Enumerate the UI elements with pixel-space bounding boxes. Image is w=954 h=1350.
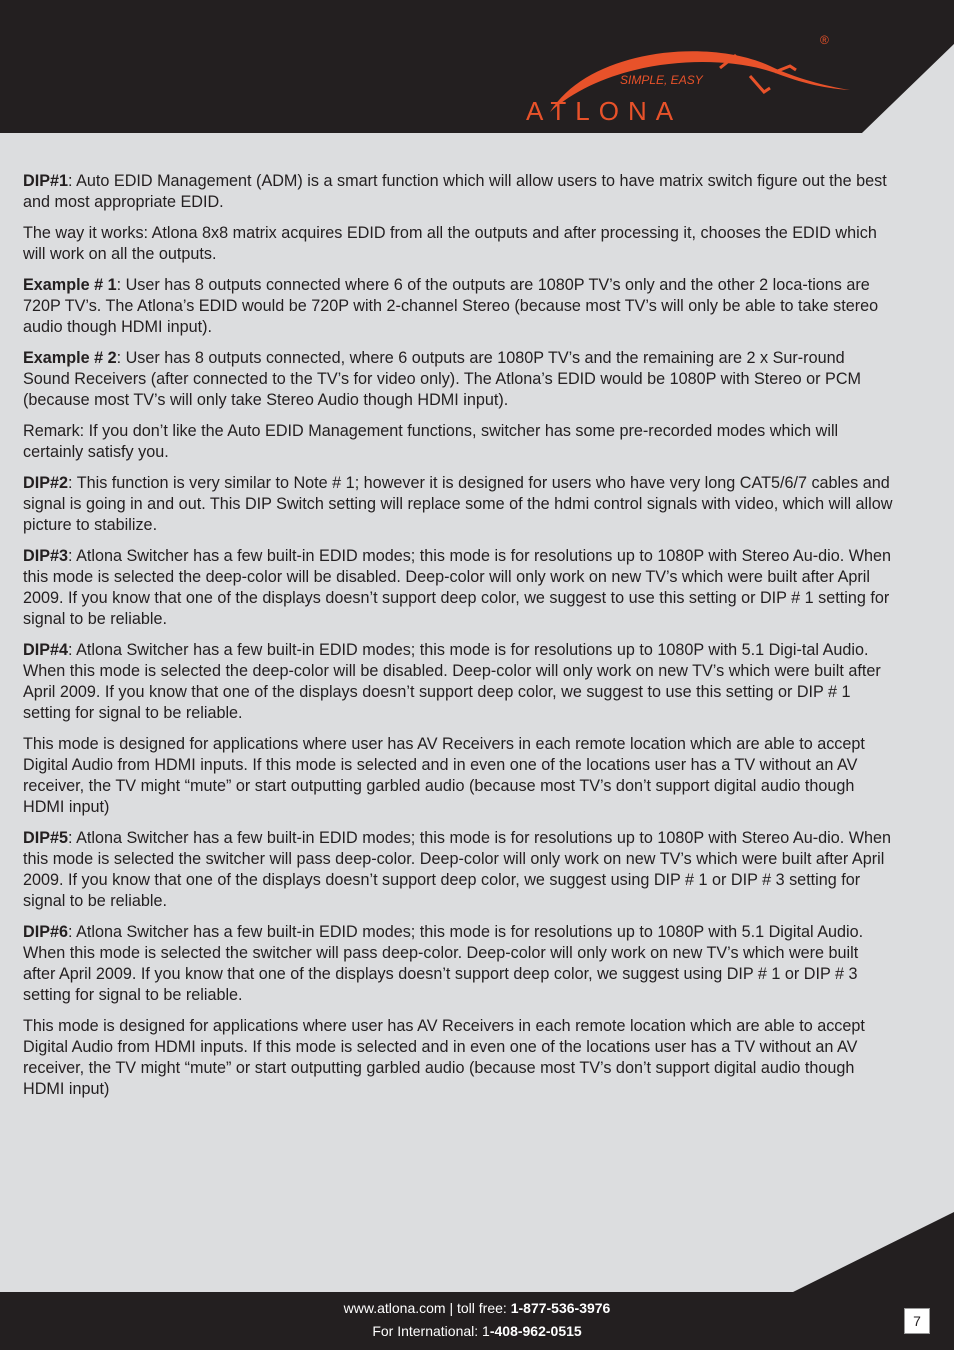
page-footer (0, 1293, 954, 1350)
international-number: -408-962-0515 (489, 1323, 582, 1339)
paragraph-label: Example # 2 (23, 349, 117, 367)
paragraph (23, 223, 893, 265)
paragraph-text: : This function is very similar to Note # 1; however it is designed for users who have very long CAT5/6/7 cables and signal is going in and out. This DIP Switch setting will replace some of the hdmi control signals with video, which will allow picture to stabilize. (23, 474, 893, 534)
paragraph (23, 734, 893, 818)
paragraph-text: : Atlona Switcher has a few built-in EDID modes; this mode is for resolutions up to 1080P with Stereo Au-dio. When this mode is selected the switcher will pass deep-color. Deep-color will only work on new TV’s which were built after April 2009. If you know that one of the displays doesn’t support deep color, we suggest using DIP # 1 or DIP # 3 setting for signal to be reliable. (23, 829, 891, 910)
logo-tagline: SIMPLE, EASY (620, 73, 703, 87)
paragraph-text: This mode is designed for applications where user has AV Receivers in each remote location which are able to accept Digital Audio from HDMI inputs. If this mode is selected and in even one of the locations user has a TV without an AV receiver, the TV might “mute” or start outputting garbled audio (because most TV’s don’t support digital audio though HDMI input) (23, 1017, 865, 1098)
international-label: For International: 1 (372, 1323, 490, 1339)
toll-free-number: 1-877-536-3976 (510, 1300, 611, 1316)
paragraph-label: DIP#3 (23, 547, 68, 565)
paragraph (23, 640, 893, 724)
paragraph-text: : Atlona Switcher has a few built-in EDID modes; this mode is for resolutions up to 1080P with 5.1 Digital Audio. When this mode is selected the switcher will pass deep-color. Deep-color will only work on new TV’s which were built after April 2009. If you know that one of the displays doesn’t support deep color, we suggest using DIP # 1 or DIP # 3 setting for signal to be reliable. (23, 923, 864, 1004)
paragraph-text: The way it works: Atlona 8x8 matrix acquires EDID from all the outputs and after processing it, chooses the EDID which will work on all the outputs. (23, 224, 877, 263)
page-number: 7 (904, 1308, 930, 1334)
paragraph-label: Example # 1 (23, 276, 117, 294)
paragraph (23, 922, 893, 1006)
paragraph-label: DIP#5 (23, 829, 68, 847)
main-content (23, 171, 893, 1110)
paragraph (23, 473, 893, 536)
paragraph-text: : Auto EDID Management (ADM) is a smart function which will allow users to have matrix switch figure out the best and most appropriate EDID. (23, 172, 887, 211)
paragraph (23, 275, 893, 338)
paragraph (23, 348, 893, 411)
paragraph (23, 171, 893, 213)
paragraph-text: This mode is designed for applications where user has AV Receivers in each remote location which are able to accept Digital Audio from HDMI inputs. If this mode is selected and in even one of the locations user has a TV without an AV receiver, the TV might “mute” or start outputting garbled audio (because most TV’s don’t support digital audio though HDMI input) (23, 735, 865, 816)
paragraph-text: Remark: If you don’t like the Auto EDID Management functions, switcher has some pre-recorded modes which will certainly satisfy you. (23, 422, 839, 461)
paragraph (23, 828, 893, 912)
registered-mark: ® (820, 33, 829, 47)
footer-international-line (0, 1323, 954, 1339)
paragraph-text: : User has 8 outputs connected, where 6 outputs are 1080P TV’s and the remaining are 2 x Sur-round Sound Receivers (after connected to the TV’s for video only). The Atlona’s EDID would be 1080P with Stereo or PCM (because most TV’s will only take Stereo Audio though HDMI input). (23, 349, 862, 409)
website-link[interactable]: www.atlona.com | toll free: (343, 1300, 511, 1316)
paragraph-label: DIP#1 (23, 172, 68, 190)
atlona-logo (520, 28, 860, 128)
paragraph (23, 546, 893, 630)
footer-contact-line (0, 1300, 954, 1316)
paragraph (23, 1016, 893, 1100)
paragraph-text: : User has 8 outputs connected where 6 of the outputs are 1080P TV’s only and the other 2 loca-tions are 720P TV’s. The Atlona’s EDID would be 720P with 2-channel Stereo (because most TV’s will only be able to take stereo audio though HDMI input). (23, 276, 879, 336)
paragraph-label: DIP#4 (23, 641, 68, 659)
paragraph-text: : Atlona Switcher has a few built-in EDID modes; this mode is for resolutions up to 1080P with Stereo Au-dio. When this mode is selected the deep-color will be disabled. Deep-color will only work on new TV’s which were built after April 2009. If you know that one of the displays doesn’t support deep color, we suggest to use this setting or DIP # 1 setting for signal to be reliable. (23, 547, 891, 628)
paragraph-label: DIP#2 (23, 474, 68, 492)
logo-wordmark: ATLONA (526, 96, 683, 126)
paragraph-label: DIP#6 (23, 923, 68, 941)
paragraph-text: : Atlona Switcher has a few built-in EDID modes; this mode is for resolutions up to 1080P with 5.1 Digi-tal Audio. When this mode is selected the deep-color will be disabled. Deep-color will only work on new TV’s which were built after April 2009. If you know that one of the displays doesn’t support deep color, we suggest to use this setting or DIP # 1 setting for signal to be reliable. (23, 641, 881, 722)
paragraph (23, 421, 893, 463)
